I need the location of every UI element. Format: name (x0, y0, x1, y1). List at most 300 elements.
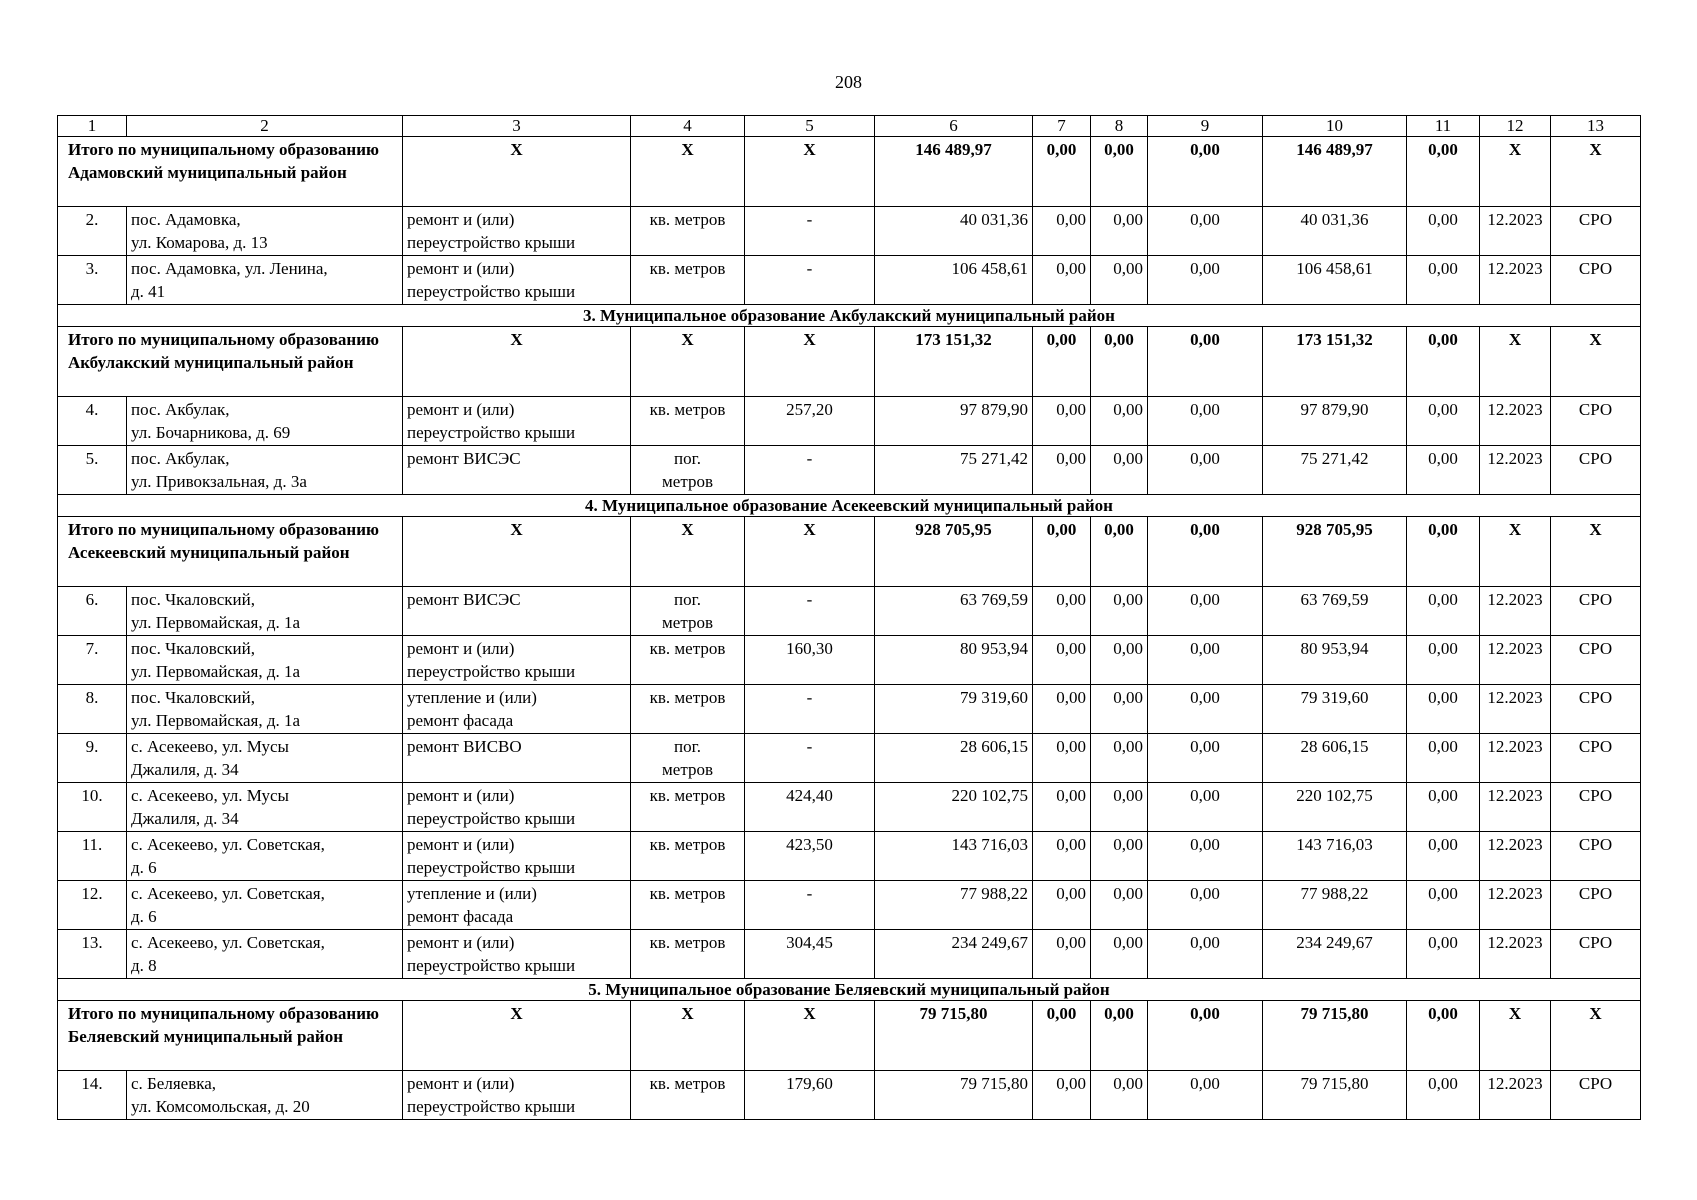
unit-cell (631, 881, 745, 930)
cost-total-cell: 220 102,75 (875, 783, 1033, 832)
total-c3: Х (403, 327, 631, 397)
method-cell: СРО (1551, 446, 1641, 495)
cost-c8-cell: 0,00 (1091, 783, 1148, 832)
work-type-cell (403, 930, 631, 979)
column-number-4: 4 (631, 116, 745, 137)
total-c4: Х (631, 327, 745, 397)
address-line-2: Джалиля, д. 34 (131, 809, 239, 828)
table-row (58, 930, 1641, 979)
cost-c7-cell: 0,00 (1033, 207, 1091, 256)
unit-line-1: кв. метров (649, 1074, 726, 1093)
work-type-line-1: ремонт ВИСВО (407, 737, 522, 756)
section-title: 5. Муниципальное образование Беляевский муниципальный район (58, 979, 1641, 1001)
work-type-line-2: ремонт фасада (407, 711, 514, 730)
cost-total-cell: 75 271,42 (875, 446, 1033, 495)
table-row (58, 881, 1641, 930)
cost-c11-cell: 0,00 (1407, 636, 1480, 685)
cost-c10-cell: 79 715,80 (1263, 1071, 1407, 1120)
column-number-12: 12 (1480, 116, 1551, 137)
total-c10: 79 715,80 (1263, 1001, 1407, 1071)
cost-c9-cell: 0,00 (1148, 734, 1263, 783)
row-number: 9. (58, 734, 127, 783)
cost-c7-cell: 0,00 (1033, 636, 1091, 685)
cost-c11-cell: 0,00 (1407, 734, 1480, 783)
cost-total-cell: 234 249,67 (875, 930, 1033, 979)
total-c13: Х (1551, 517, 1641, 587)
total-c12: Х (1480, 137, 1551, 207)
deadline-cell: 12.2023 (1480, 207, 1551, 256)
volume-cell: - (745, 207, 875, 256)
cost-c9-cell: 0,00 (1148, 930, 1263, 979)
cost-c10-cell: 80 953,94 (1263, 636, 1407, 685)
row-number: 6. (58, 587, 127, 636)
work-type-line-2: переустройство крыши (407, 662, 576, 681)
address-line-2: ул. Первомайская, д. 1а (131, 613, 301, 632)
total-c5: Х (745, 517, 875, 587)
method-cell: СРО (1551, 207, 1641, 256)
total-c13: Х (1551, 327, 1641, 397)
cost-total-cell: 28 606,15 (875, 734, 1033, 783)
cost-c7-cell: 0,00 (1033, 587, 1091, 636)
method-cell: СРО (1551, 587, 1641, 636)
volume-cell: - (745, 881, 875, 930)
address-line-2: ул. Бочарникова, д. 69 (131, 423, 291, 442)
cost-c9-cell: 0,00 (1148, 783, 1263, 832)
work-type-cell (403, 1071, 631, 1120)
work-type-cell (403, 256, 631, 305)
unit-cell (631, 256, 745, 305)
address-cell (127, 587, 403, 636)
volume-cell: - (745, 685, 875, 734)
table-row (58, 587, 1641, 636)
column-number-13: 13 (1551, 116, 1641, 137)
cost-c8-cell: 0,00 (1091, 930, 1148, 979)
column-number-row (58, 116, 1641, 137)
unit-cell (631, 930, 745, 979)
total-c5: Х (745, 327, 875, 397)
work-type-line-1: ремонт и (или) (407, 259, 515, 278)
column-number-11: 11 (1407, 116, 1480, 137)
work-type-cell (403, 734, 631, 783)
section-row (58, 305, 1641, 327)
volume-cell: 304,45 (745, 930, 875, 979)
total-c9: 0,00 (1148, 327, 1263, 397)
total-c7: 0,00 (1033, 137, 1091, 207)
cost-c10-cell: 234 249,67 (1263, 930, 1407, 979)
work-type-line-2: переустройство крыши (407, 282, 576, 301)
total-c9: 0,00 (1148, 517, 1263, 587)
address-line-1: пос. Чкаловский, (131, 688, 255, 707)
row-number: 11. (58, 832, 127, 881)
table-row (58, 1071, 1641, 1120)
row-number: 3. (58, 256, 127, 305)
cost-c10-cell: 106 458,61 (1263, 256, 1407, 305)
total-c3: Х (403, 517, 631, 587)
total-c13: Х (1551, 137, 1641, 207)
address-line-1: пос. Чкаловский, (131, 590, 255, 609)
work-type-line-1: ремонт и (или) (407, 1074, 515, 1093)
unit-cell (631, 587, 745, 636)
total-label: Итого по муниципальному образованию Адамовский муниципальный район (58, 137, 403, 207)
deadline-cell: 12.2023 (1480, 783, 1551, 832)
volume-cell: - (745, 446, 875, 495)
method-cell: СРО (1551, 636, 1641, 685)
total-c11: 0,00 (1407, 1001, 1480, 1071)
row-number: 8. (58, 685, 127, 734)
column-number-2: 2 (127, 116, 403, 137)
cost-c11-cell: 0,00 (1407, 587, 1480, 636)
work-type-cell (403, 587, 631, 636)
method-cell: СРО (1551, 1071, 1641, 1120)
page-number: 208 (835, 72, 862, 92)
address-line-2: д. 6 (131, 858, 157, 877)
address-line-1: пос. Адамовка, ул. Ленина, (131, 259, 328, 278)
unit-line-2: метров (662, 760, 713, 779)
cost-c10-cell: 143 716,03 (1263, 832, 1407, 881)
unit-line-1: пог. (674, 449, 701, 468)
cost-c9-cell: 0,00 (1148, 636, 1263, 685)
cost-c9-cell: 0,00 (1148, 587, 1263, 636)
cost-c9-cell: 0,00 (1148, 397, 1263, 446)
work-type-line-1: ремонт и (или) (407, 210, 515, 229)
unit-cell (631, 783, 745, 832)
address-cell (127, 207, 403, 256)
method-cell: СРО (1551, 734, 1641, 783)
address-cell (127, 881, 403, 930)
unit-cell (631, 636, 745, 685)
address-line-2: ул. Первомайская, д. 1а (131, 711, 301, 730)
cost-c7-cell: 0,00 (1033, 734, 1091, 783)
total-c7: 0,00 (1033, 517, 1091, 587)
cost-c9-cell: 0,00 (1148, 832, 1263, 881)
method-cell: СРО (1551, 832, 1641, 881)
total-c4: Х (631, 1001, 745, 1071)
total-c8: 0,00 (1091, 1001, 1148, 1071)
total-row (58, 1001, 1641, 1071)
cost-c7-cell: 0,00 (1033, 446, 1091, 495)
cost-total-cell: 106 458,61 (875, 256, 1033, 305)
table-row (58, 783, 1641, 832)
work-type-line-2: переустройство крыши (407, 423, 576, 442)
cost-c8-cell: 0,00 (1091, 207, 1148, 256)
deadline-cell: 12.2023 (1480, 881, 1551, 930)
total-c11: 0,00 (1407, 517, 1480, 587)
section-row (58, 495, 1641, 517)
deadline-cell: 12.2023 (1480, 636, 1551, 685)
work-type-line-1: утепление и (или) (407, 688, 537, 707)
row-number: 10. (58, 783, 127, 832)
total-c6: 173 151,32 (875, 327, 1033, 397)
total-c6: 146 489,97 (875, 137, 1033, 207)
column-number-1: 1 (58, 116, 127, 137)
work-type-cell (403, 685, 631, 734)
total-c7: 0,00 (1033, 1001, 1091, 1071)
cost-c10-cell: 40 031,36 (1263, 207, 1407, 256)
row-number: 4. (58, 397, 127, 446)
cost-total-cell: 97 879,90 (875, 397, 1033, 446)
cost-c11-cell: 0,00 (1407, 685, 1480, 734)
address-line-2: д. 41 (131, 282, 166, 301)
deadline-cell: 12.2023 (1480, 1071, 1551, 1120)
work-type-line-1: ремонт и (или) (407, 786, 515, 805)
total-c8: 0,00 (1091, 327, 1148, 397)
unit-line-1: кв. метров (649, 400, 726, 419)
unit-cell (631, 1071, 745, 1120)
total-c10: 173 151,32 (1263, 327, 1407, 397)
work-type-line-2: переустройство крыши (407, 809, 576, 828)
cost-c11-cell: 0,00 (1407, 256, 1480, 305)
total-c12: Х (1480, 327, 1551, 397)
work-type-line-1: утепление и (или) (407, 884, 537, 903)
total-label: Итого по муниципальному образованию Беляевский муниципальный район (58, 1001, 403, 1071)
volume-cell: 424,40 (745, 783, 875, 832)
unit-line-2: метров (662, 613, 713, 632)
work-type-cell (403, 446, 631, 495)
table-row (58, 685, 1641, 734)
unit-cell (631, 685, 745, 734)
total-c6: 79 715,80 (875, 1001, 1033, 1071)
table-row (58, 832, 1641, 881)
work-type-cell (403, 207, 631, 256)
unit-line-2: метров (662, 472, 713, 491)
cost-c11-cell: 0,00 (1407, 1071, 1480, 1120)
address-line-1: пос. Акбулак, (131, 400, 230, 419)
cost-c8-cell: 0,00 (1091, 1071, 1148, 1120)
total-c3: Х (403, 137, 631, 207)
row-number: 2. (58, 207, 127, 256)
total-c5: Х (745, 137, 875, 207)
address-cell (127, 446, 403, 495)
row-number: 7. (58, 636, 127, 685)
work-type-line-1: ремонт и (или) (407, 835, 515, 854)
row-number: 12. (58, 881, 127, 930)
cost-c10-cell: 97 879,90 (1263, 397, 1407, 446)
cost-c7-cell: 0,00 (1033, 832, 1091, 881)
total-c9: 0,00 (1148, 1001, 1263, 1071)
cost-c8-cell: 0,00 (1091, 685, 1148, 734)
cost-c8-cell: 0,00 (1091, 881, 1148, 930)
deadline-cell: 12.2023 (1480, 587, 1551, 636)
cost-c11-cell: 0,00 (1407, 783, 1480, 832)
volume-cell: 160,30 (745, 636, 875, 685)
cost-c7-cell: 0,00 (1033, 256, 1091, 305)
total-c4: Х (631, 137, 745, 207)
cost-c11-cell: 0,00 (1407, 881, 1480, 930)
unit-line-1: кв. метров (649, 835, 726, 854)
total-c4: Х (631, 517, 745, 587)
address-cell (127, 685, 403, 734)
cost-c8-cell: 0,00 (1091, 587, 1148, 636)
address-cell (127, 1071, 403, 1120)
address-line-2: д. 6 (131, 907, 157, 926)
volume-cell: 257,20 (745, 397, 875, 446)
unit-cell (631, 832, 745, 881)
cost-c9-cell: 0,00 (1148, 1071, 1263, 1120)
total-row (58, 517, 1641, 587)
address-cell (127, 832, 403, 881)
work-type-line-2: переустройство крыши (407, 233, 576, 252)
unit-line-1: пог. (674, 590, 701, 609)
work-type-line-2: ремонт фасада (407, 907, 514, 926)
cost-c9-cell: 0,00 (1148, 256, 1263, 305)
work-type-cell (403, 832, 631, 881)
cost-c8-cell: 0,00 (1091, 256, 1148, 305)
deadline-cell: 12.2023 (1480, 734, 1551, 783)
cost-c8-cell: 0,00 (1091, 636, 1148, 685)
work-type-line-2: переустройство крыши (407, 858, 576, 877)
cost-c10-cell: 63 769,59 (1263, 587, 1407, 636)
address-cell (127, 734, 403, 783)
total-c5: Х (745, 1001, 875, 1071)
section-title: 4. Муниципальное образование Асекеевский муниципальный район (58, 495, 1641, 517)
cost-total-cell: 143 716,03 (875, 832, 1033, 881)
cost-total-cell: 77 988,22 (875, 881, 1033, 930)
row-number: 14. (58, 1071, 127, 1120)
address-line-1: пос. Акбулак, (131, 449, 230, 468)
cost-c11-cell: 0,00 (1407, 930, 1480, 979)
total-c7: 0,00 (1033, 327, 1091, 397)
address-cell (127, 256, 403, 305)
unit-line-1: кв. метров (649, 210, 726, 229)
total-c10: 146 489,97 (1263, 137, 1407, 207)
cost-c11-cell: 0,00 (1407, 207, 1480, 256)
total-c11: 0,00 (1407, 327, 1480, 397)
unit-cell (631, 446, 745, 495)
address-line-2: ул. Комсомольская, д. 20 (131, 1097, 310, 1116)
cost-c7-cell: 0,00 (1033, 881, 1091, 930)
address-cell (127, 397, 403, 446)
cost-c9-cell: 0,00 (1148, 881, 1263, 930)
total-row (58, 327, 1641, 397)
volume-cell: - (745, 587, 875, 636)
row-number: 5. (58, 446, 127, 495)
cost-total-cell: 63 769,59 (875, 587, 1033, 636)
unit-cell (631, 734, 745, 783)
section-title: 3. Муниципальное образование Акбулакский муниципальный район (58, 305, 1641, 327)
address-cell (127, 930, 403, 979)
work-type-cell (403, 783, 631, 832)
method-cell: СРО (1551, 685, 1641, 734)
address-cell (127, 783, 403, 832)
column-number-7: 7 (1033, 116, 1091, 137)
address-line-1: пос. Адамовка, (131, 210, 241, 229)
total-row (58, 137, 1641, 207)
cost-c11-cell: 0,00 (1407, 832, 1480, 881)
deadline-cell: 12.2023 (1480, 446, 1551, 495)
table-row (58, 256, 1641, 305)
work-type-line-1: ремонт и (или) (407, 400, 515, 419)
unit-line-1: кв. метров (649, 688, 726, 707)
work-type-line-1: ремонт ВИСЭС (407, 449, 521, 468)
column-number-10: 10 (1263, 116, 1407, 137)
unit-cell (631, 207, 745, 256)
address-line-2: ул. Привокзальная, д. 3а (131, 472, 307, 491)
total-label: Итого по муниципальному образованию Акбулакский муниципальный район (58, 327, 403, 397)
total-c10: 928 705,95 (1263, 517, 1407, 587)
cost-total-cell: 79 319,60 (875, 685, 1033, 734)
unit-line-1: кв. метров (649, 933, 726, 952)
table-row (58, 636, 1641, 685)
cost-c10-cell: 77 988,22 (1263, 881, 1407, 930)
cost-c7-cell: 0,00 (1033, 685, 1091, 734)
total-c3: Х (403, 1001, 631, 1071)
column-number-6: 6 (875, 116, 1033, 137)
total-c6: 928 705,95 (875, 517, 1033, 587)
volume-cell: 423,50 (745, 832, 875, 881)
work-type-cell (403, 881, 631, 930)
cost-c11-cell: 0,00 (1407, 446, 1480, 495)
work-type-line-2: переустройство крыши (407, 1097, 576, 1116)
table-row (58, 397, 1641, 446)
cost-total-cell: 80 953,94 (875, 636, 1033, 685)
address-line-1: с. Беляевка, (131, 1074, 217, 1093)
volume-cell: 179,60 (745, 1071, 875, 1120)
unit-line-1: кв. метров (649, 786, 726, 805)
address-line-2: ул. Комарова, д. 13 (131, 233, 268, 252)
address-line-1: с. Асекеево, ул. Советская, (131, 933, 325, 952)
cost-total-cell: 40 031,36 (875, 207, 1033, 256)
table-row (58, 207, 1641, 256)
cost-c10-cell: 79 319,60 (1263, 685, 1407, 734)
cost-c7-cell: 0,00 (1033, 930, 1091, 979)
address-line-1: с. Асекеево, ул. Советская, (131, 835, 325, 854)
row-number: 13. (58, 930, 127, 979)
cost-c9-cell: 0,00 (1148, 207, 1263, 256)
cost-c10-cell: 75 271,42 (1263, 446, 1407, 495)
total-c11: 0,00 (1407, 137, 1480, 207)
total-c12: Х (1480, 1001, 1551, 1071)
cost-c10-cell: 28 606,15 (1263, 734, 1407, 783)
deadline-cell: 12.2023 (1480, 832, 1551, 881)
work-type-cell (403, 397, 631, 446)
section-row (58, 979, 1641, 1001)
cost-c8-cell: 0,00 (1091, 397, 1148, 446)
method-cell: СРО (1551, 256, 1641, 305)
total-c9: 0,00 (1148, 137, 1263, 207)
unit-cell (631, 397, 745, 446)
cost-c7-cell: 0,00 (1033, 397, 1091, 446)
cost-c8-cell: 0,00 (1091, 832, 1148, 881)
total-c8: 0,00 (1091, 517, 1148, 587)
cost-c7-cell: 0,00 (1033, 1071, 1091, 1120)
column-number-3: 3 (403, 116, 631, 137)
cost-c8-cell: 0,00 (1091, 446, 1148, 495)
work-type-cell (403, 636, 631, 685)
address-line-1: с. Асекеево, ул. Мусы (131, 786, 289, 805)
address-line-1: с. Асекеево, ул. Мусы (131, 737, 289, 756)
column-number-9: 9 (1148, 116, 1263, 137)
cost-c7-cell: 0,00 (1033, 783, 1091, 832)
method-cell: СРО (1551, 881, 1641, 930)
unit-line-1: кв. метров (649, 884, 726, 903)
total-c12: Х (1480, 517, 1551, 587)
work-type-line-1: ремонт и (или) (407, 639, 515, 658)
method-cell: СРО (1551, 783, 1641, 832)
total-label: Итого по муниципальному образованию Асекеевский муниципальный район (58, 517, 403, 587)
column-number-8: 8 (1091, 116, 1148, 137)
work-type-line-1: ремонт и (или) (407, 933, 515, 952)
address-line-1: с. Асекеево, ул. Советская, (131, 884, 325, 903)
address-line-1: пос. Чкаловский, (131, 639, 255, 658)
unit-line-1: пог. (674, 737, 701, 756)
work-type-line-1: ремонт ВИСЭС (407, 590, 521, 609)
total-c13: Х (1551, 1001, 1641, 1071)
cost-c11-cell: 0,00 (1407, 397, 1480, 446)
deadline-cell: 12.2023 (1480, 397, 1551, 446)
cost-c10-cell: 220 102,75 (1263, 783, 1407, 832)
total-c8: 0,00 (1091, 137, 1148, 207)
deadline-cell: 12.2023 (1480, 256, 1551, 305)
